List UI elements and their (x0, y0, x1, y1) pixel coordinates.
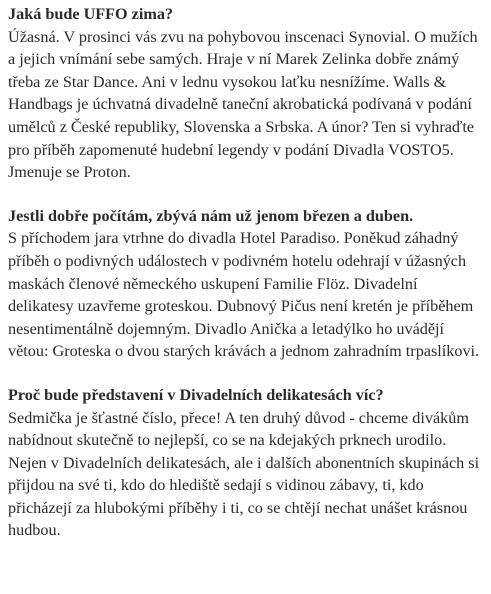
section-delicacies (8, 384, 485, 542)
section-heading: Jaká bude UFFO zima? (8, 5, 174, 23)
section-paragraph: S příchodem jara vtrhne do divadla Hotel Paradiso. Poněkud záhadný příběh o podivných událostech v podivném hotelu odehrají v úžasných maskách členové německého uskupení Familie Flöz. Divadelní delikatesy uzavřeme groteskou. Dubnový Pičus není kretén je příběhem nesentimentálně dojemným. Divadlo Anička a letadýlko ho uvádějí větou: Groteska o dvou starých krávách a jednom zahradním trpaslíkovi. (8, 229, 480, 361)
section-spring (8, 205, 485, 363)
section-paragraph: Sedmička je šťastné číslo, přece! A ten druhý důvod - chceme divákům nabídnout skutečně to nejlepší, co se na kdejakých prknech urodilo. Nejen v Divadelních delikatesách, ale i dalších abonentních skupinách si přijdou na své ti, kdo do hlediště sedají s vidinou zábavy, ti, kdo přicházejí za hlubokými příběhy i ti, co se chtějí nechat unášet krásnou hudbou. (8, 408, 480, 540)
section-winter (8, 3, 485, 184)
section-paragraph: Úžasná. V prosinci vás zvu na pohybovou inscenaci Synovial. O mužích a jejich vnímání sebe samých. Hraje v ní Marek Zelinka dobře známý třeba ze Star Dance. Ani v lednu vysokou laťku nesnížíme. Walls & Handbags je úchvatná divadelně taneční akrobatická podívaná v podání umělců z České republiky, Slovenska a Srbska. A únor? Ten si vyhraďte pro příběh zapomenuté hudební legendy v podání Divadla VOSTO5. Jmenuje se Proton. (8, 27, 478, 182)
section-heading: Jestli dobře počítám, zbývá nám už jenom březen a duben. (8, 206, 414, 225)
section-heading: Proč bude představení v Divadelních delikatesách víc? (8, 385, 384, 404)
